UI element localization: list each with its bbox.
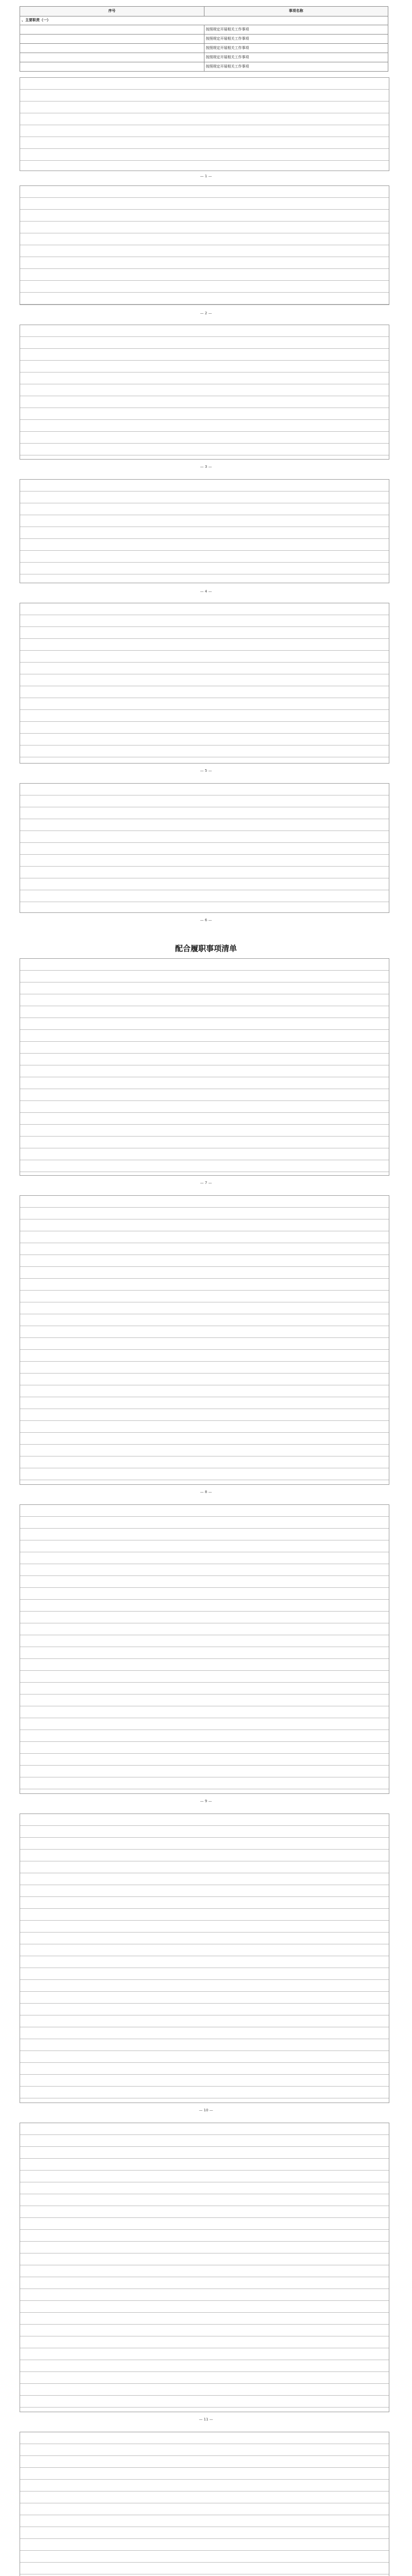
page-number: — 2 — [200, 311, 212, 315]
list-table-rows [20, 1504, 389, 1794]
page-number: — 3 — [200, 465, 212, 469]
doc-title: 配合履职事项清单 [175, 944, 237, 953]
list-table-rows [20, 958, 389, 1176]
list-table-rows [20, 2432, 389, 2576]
table-row: 按照规定开展相关工作事项 [204, 44, 388, 53]
page-number: — 6 — [200, 918, 212, 922]
list-table-rows [20, 1814, 389, 2103]
duty-table-rows [20, 77, 389, 171]
duty-table-rows [20, 783, 389, 913]
page-number: — 8 — [200, 1490, 212, 1494]
section-heading: 、主要职责（一） [20, 16, 388, 25]
page-number: — 7 — [200, 1181, 212, 1185]
page-number: — 1 — [200, 174, 212, 178]
duty-table-rows [20, 479, 389, 583]
table-row: 按照规定开展相关工作事项 [204, 53, 388, 62]
page-number: — 9 — [200, 1799, 212, 1803]
header-item: 事项名称 [204, 7, 388, 16]
duty-table-rows [20, 603, 389, 764]
table-row: 按照规定开展相关工作事项 [204, 35, 388, 44]
list-table-rows [20, 2123, 389, 2412]
table-row: 按照规定开展相关工作事项 [204, 62, 388, 72]
page-number: — 11 — [199, 2417, 213, 2421]
header-num: 序号 [20, 7, 204, 16]
page-number: — 10 — [199, 2108, 213, 2112]
duty-table-1 [20, 6, 388, 72]
page-number: — 4 — [200, 589, 212, 594]
page-number: — 5 — [200, 769, 212, 773]
duty-table-rows [20, 185, 389, 305]
duty-table-rows [20, 325, 389, 460]
list-table-rows [20, 1195, 389, 1485]
table-row: 按照规定开展相关工作事项 [204, 25, 388, 35]
